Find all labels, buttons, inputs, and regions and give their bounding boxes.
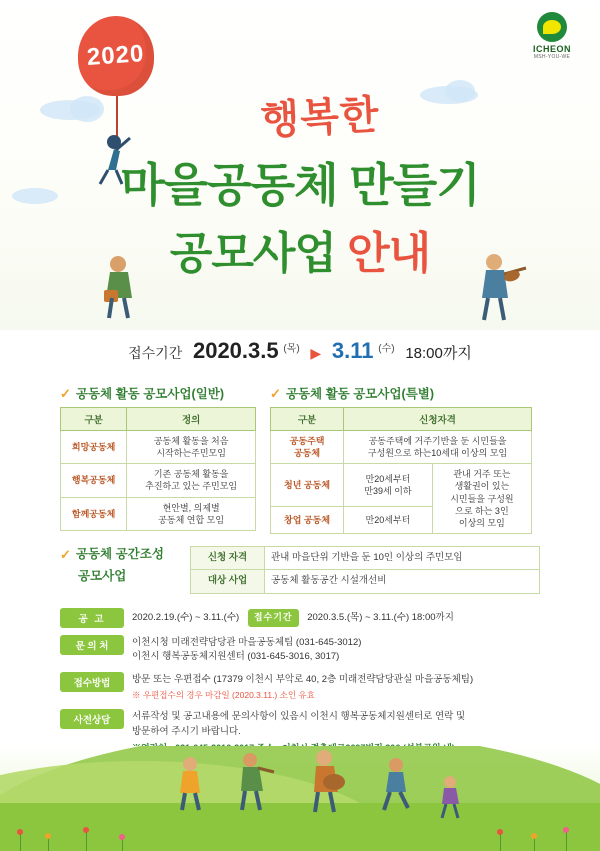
- apply-body: [132, 672, 473, 702]
- section-space-header: [60, 546, 180, 585]
- general-row-2-value: 현안별, 의제별 공동체 연합 모임: [127, 497, 256, 530]
- space-row-0-value: 관내 마을단위 기반을 둔 10인 이상의 주민모임: [265, 546, 540, 569]
- general-row-1-value: 기존 공동체 활동을 추진하고 있는 주민모임: [127, 464, 256, 497]
- flower-icon: [45, 833, 51, 839]
- table-row: [271, 431, 532, 464]
- special-row-1-value: 만20세부터 만39세 이하: [344, 464, 433, 507]
- section-special: [270, 384, 532, 534]
- flower-icon: [17, 829, 23, 835]
- flower-stem: [534, 837, 535, 851]
- table-row: [61, 431, 256, 464]
- notice-value: 2020.2.19.(수) ~ 3.11.(수): [132, 611, 240, 623]
- apply-line-1: 방문 또는 우편접수 (17379 이천시 부악로 40, 2층 미래전략담당관실 마을공동체팀): [132, 674, 474, 686]
- section-space-title-line2: 공모사업: [78, 568, 127, 583]
- flower-icon: [497, 829, 503, 835]
- general-table: [60, 407, 256, 531]
- contact-line-1: 이천시청 미래전략담당관 마을공동체팀 (031-645-3012): [132, 636, 362, 648]
- section-special-header: [270, 384, 532, 402]
- period-start-day: (목): [283, 343, 300, 355]
- contact-tag: 문 의 처: [60, 635, 124, 655]
- logo-name: ICHEON: [532, 44, 571, 54]
- notice-tag: 공 고: [60, 608, 124, 628]
- general-row-1-key: 행복공동체: [61, 464, 127, 497]
- space-row-1-key: 대상 사업: [191, 570, 265, 593]
- special-row-0-key: 공동주택 공동체: [271, 431, 344, 464]
- year-balloon: [78, 16, 154, 96]
- person-sitting-icon: [432, 772, 472, 820]
- notice-body: [132, 608, 454, 627]
- flower-stem: [566, 831, 567, 851]
- flower-icon: [531, 833, 537, 839]
- apply-tag: 접수방법: [60, 672, 124, 692]
- period-start: 2020.3.5: [192, 338, 279, 363]
- table-header-row: [271, 408, 532, 431]
- notice-inline-tag: 접수기간: [248, 609, 299, 627]
- application-period: [0, 338, 600, 364]
- table-row: [191, 546, 540, 569]
- special-row-2-key: 창업 공동체: [271, 506, 344, 533]
- special-table: [270, 407, 532, 534]
- person-violin-icon: [468, 248, 534, 322]
- flower-icon: [119, 834, 125, 840]
- section-general-title: 공동체 활동 공모사업(일반): [75, 387, 225, 401]
- person-running-icon: [374, 754, 422, 814]
- flower-icon: [563, 827, 569, 833]
- consult-line-2: 방문하여 주시기 바랍니다.: [132, 725, 241, 737]
- contact-body: [132, 635, 361, 665]
- content-area: [60, 384, 540, 763]
- person-walking-icon: [96, 250, 150, 320]
- section-special-title: 공동체 활동 공모사업(특별): [285, 387, 435, 401]
- general-row-2-key: 함께공동체: [61, 497, 127, 530]
- space-row-1-value: 공동체 활동공간 시설개선비: [265, 570, 540, 593]
- section-general: [60, 384, 256, 534]
- table-row: [271, 464, 532, 507]
- person-flute-icon: [228, 748, 282, 814]
- bottom-illustration: [0, 746, 600, 851]
- table-row: [61, 464, 256, 497]
- general-row-0-key: 희망공동체: [61, 431, 127, 464]
- info-row-notice: [60, 608, 540, 628]
- headline-line-3-orange: 안내: [347, 229, 431, 278]
- headline-line-3-green: 공모사업: [169, 229, 336, 278]
- apply-note: ※ 우편접수의 경우 마감일 (2020.3.11.) 소인 유효: [132, 689, 315, 700]
- flower-stem: [48, 837, 49, 851]
- flower-stem: [500, 833, 501, 851]
- section-space-title-row: [60, 546, 180, 563]
- icheon-logo: [518, 12, 586, 60]
- programs-row: [60, 384, 540, 534]
- headline-line-2: 마을공동체 만들기: [120, 159, 480, 211]
- notice-value2: 2020.3.5.(목) ~ 3.11.(수) 18:00까지: [307, 611, 454, 623]
- check-icon: ✓: [270, 385, 281, 401]
- contact-line-2: 이천시 행복공동체지원센터 (031-645-3016, 3017): [132, 651, 340, 663]
- flower-stem: [20, 833, 21, 851]
- section-space-title-line1: 공동체 공간조성: [75, 546, 164, 561]
- period-end-day: (수): [378, 343, 395, 355]
- period-end: 3.11: [331, 338, 374, 363]
- logo-mark-icon: [537, 12, 567, 42]
- logo-tagline: MSH-YOU-WE: [533, 54, 571, 60]
- period-tail: 18:00까지: [405, 345, 472, 362]
- year-label: 2020: [86, 40, 146, 71]
- check-icon: ✓: [60, 546, 71, 562]
- info-block: [60, 608, 540, 757]
- flower-stem: [86, 831, 87, 851]
- info-row-apply: [60, 672, 540, 702]
- general-row-0-value: 공동체 활동을 처음 시작하는주민모임: [127, 431, 256, 464]
- period-label: 접수기간: [128, 345, 183, 361]
- person-guitar-icon: [300, 746, 360, 816]
- section-space: [60, 546, 540, 594]
- space-row-0-key: 신청 자격: [191, 546, 265, 569]
- table-row: [191, 570, 540, 593]
- headline-line-1: 행복한: [259, 92, 381, 144]
- special-col-1: 신청자격: [344, 408, 532, 431]
- general-col-1: 정의: [127, 408, 256, 431]
- special-row-1-value2: 관내 거주 또는 생활권이 있는 시민들을 구성원 으로 하는 3인 이상의 모임: [432, 464, 531, 534]
- flower-icon: [83, 827, 89, 833]
- section-general-header: [60, 384, 256, 402]
- person-child-icon: [170, 752, 214, 814]
- table-row: [61, 497, 256, 530]
- consult-tag: 사전상담: [60, 709, 124, 729]
- space-table-wrap: [190, 546, 540, 594]
- info-row-contact: [60, 635, 540, 665]
- arrow-icon: ▶: [310, 345, 322, 361]
- special-row-0-value: 공동주택에 거주기반을 둔 시민들을 구성원으로 하는10세대 이상의 모임: [344, 431, 532, 464]
- space-table: [190, 546, 540, 594]
- consult-line-1: 서류작성 및 공고내용에 문의사항이 있음시 이천시 행복공동체지원센터로 연락 및: [132, 711, 466, 722]
- general-col-0: 구분: [61, 408, 127, 431]
- special-row-2-value: 만20세부터: [344, 506, 433, 533]
- special-col-0: 구분: [271, 408, 344, 431]
- table-header-row: [61, 408, 256, 431]
- special-row-1-key: 청년 공동체: [271, 464, 344, 507]
- check-icon: ✓: [60, 385, 71, 401]
